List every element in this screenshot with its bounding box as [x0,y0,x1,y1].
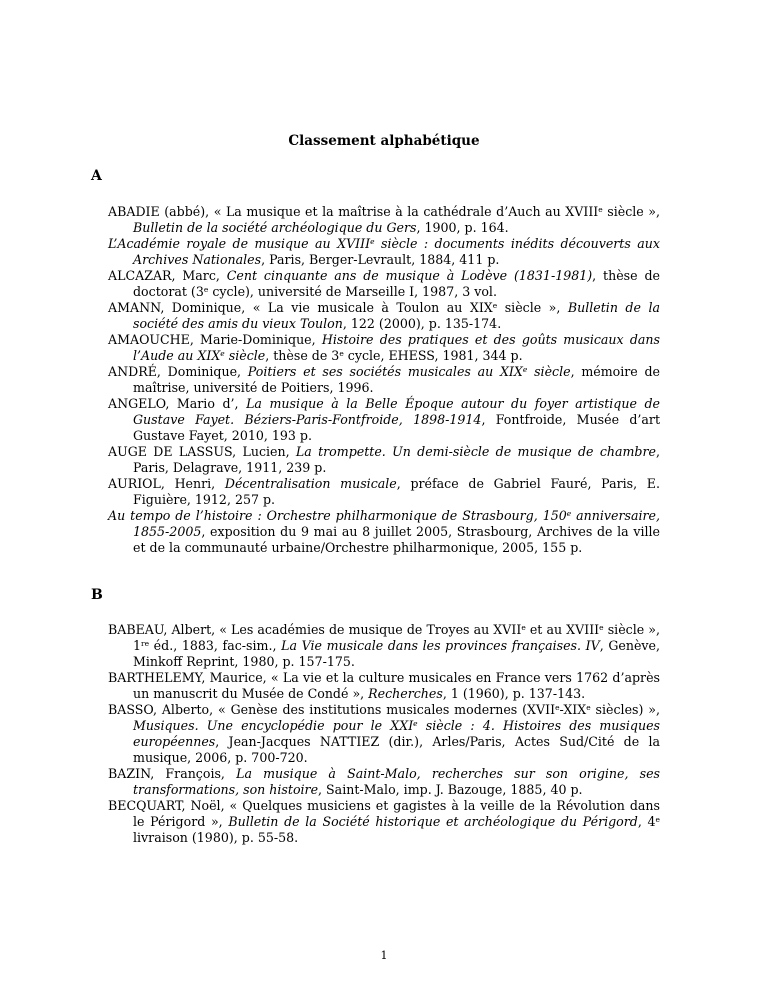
bibliography-entry: BABEAU, Albert, « Les académies de musique de Troyes au XVIIe et au XVIIIe siècle », 1re éd., 1883, fac-sim., La Vie musicale dans les provinces françaises. IV, Genève, Minkoff Reprint, 1980, p. 157-175. [108,622,660,669]
bibliography-entry: BECQUART, Noël, « Quelques musiciens et gagistes à la veille de la Révolution dans le Périgord », Bulletin de la Société historique et archéologique du Périgord, 4e livraison (1980), p. 55-58. [108,798,660,845]
bibliography-entry: ANDRÉ, Dominique, Poitiers et ses sociétés musicales au XIXe siècle, mémoire de maîtrise, université de Poitiers, 1996. [108,364,661,395]
bibliography-entry: AURIOL, Henri, Décentralisation musicale, préface de Gabriel Fauré, Paris, E. Figuière, 1912, 257 p. [108,476,661,507]
section-b-entries [108,622,660,846]
section-letter-b: B [91,587,103,603]
section-letter-a: A [91,168,102,184]
bibliography-entry: BAZIN, François, La musique à Saint-Malo, recherches sur son origine, ses transformations, son histoire, Saint-Malo, imp. J. Bazouge, 1885, 40 p. [108,766,660,797]
bibliography-entry: AMANN, Dominique, « La vie musicale à Toulon au XIXe siècle », Bulletin de la société des amis du vieux Toulon, 122 (2000), p. 135-174. [108,300,660,331]
bibliography-entry: ALCAZAR, Marc, Cent cinquante ans de musique à Lodève (1831-1981), thèse de doctorat (3e cycle), université de Marseille I, 1987, 3 vol. [108,268,660,299]
page-title: Classement alphabétique [288,133,480,149]
bibliography-entry: AUGE DE LASSUS, Lucien, La trompette. Un demi-siècle de musique de chambre, Paris, Delagrave, 1911, 239 p. [108,444,660,475]
bibliography-entry: ABADIE (abbé), « La musique et la maîtrise à la cathédrale d’Auch au XVIIIe siècle », Bulletin de la société archéologique du Gers, 1900, p. 164. [108,204,660,235]
page-number: 1 [380,949,388,962]
bibliography-entry: BASSO, Alberto, « Genèse des institutions musicales modernes (XVIIe-XIXe siècles) », Musiques. Une encyclopédie pour le XXIe siècle : 4. Histoires des musiques européennes, Jean-Jacques NATTIEZ (dir.), Arles/Paris, Actes Sud/Cité de la musique, 2006, p. 700-720. [108,702,660,765]
bibliography-entry: AMAOUCHE, Marie-Dominique, Histoire des pratiques et des goûts musicaux dans l’Aude au XIXe siècle, thèse de 3e cycle, EHESS, 1981, 344 p. [108,332,660,363]
bibliography-entry: Au tempo de l’histoire : Orchestre philharmonique de Strasbourg, 150e anniversaire, 1855-2005, exposition du 9 mai au 8 juillet 2005, Strasbourg, Archives de la ville et de la communauté urbaine/Orchestre philharmonique, 2005, 155 p. [108,508,660,555]
bibliography-entry: BARTHELEMY, Maurice, « La vie et la culture musicales en France vers 1762 d’après un manuscrit du Musée de Condé », Recherches, 1 (1960), p. 137-143. [108,670,660,701]
bibliography-entry: L’Académie royale de musique au XVIIIe siècle : documents inédits découverts aux Archives Nationales, Paris, Berger-Levrault, 1884, 411 p. [108,236,660,267]
section-a-entries [108,204,660,556]
bibliography-entry: ANGELO, Mario d’, La musique à la Belle Époque autour du foyer artistique de Gustave Fayet. Béziers-Paris-Fontfroide, 1898-1914, Fontfroide, Musée d’art Gustave Fayet, 2010, 193 p. [108,396,661,443]
